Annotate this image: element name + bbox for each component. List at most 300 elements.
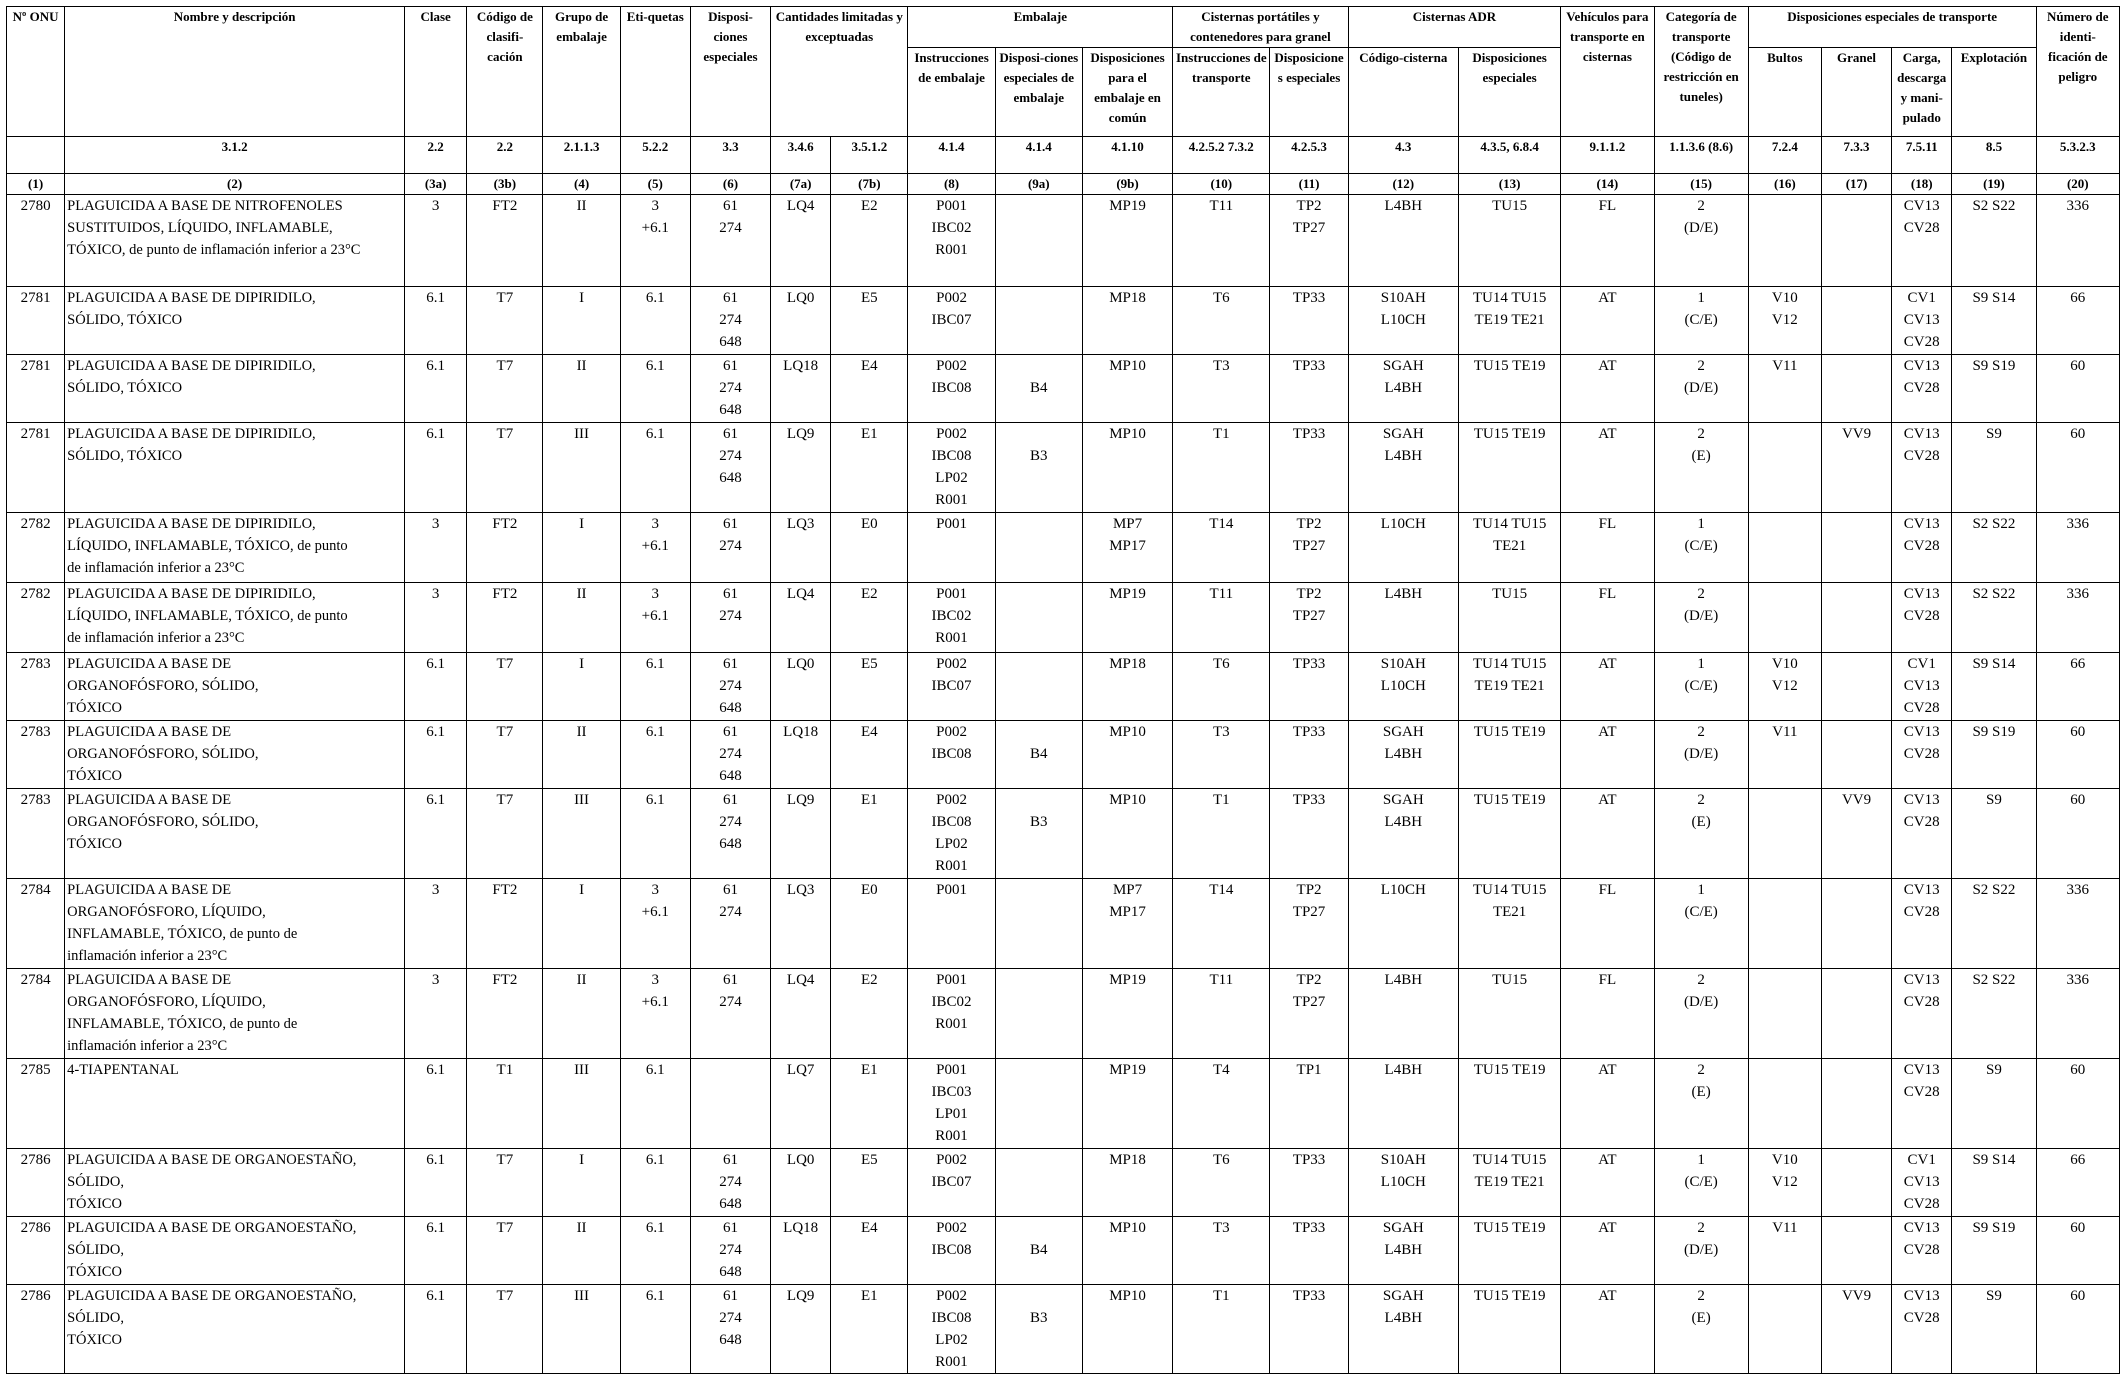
operation-cell: S9 <box>1952 423 2036 513</box>
name-cell-line: SÓLIDO, <box>67 1310 124 1326</box>
header-packing-group: Grupo de embalaje <box>543 7 620 137</box>
transport-category-cell-line: 2 <box>1697 724 1705 740</box>
adr-tank-special-cell <box>1458 1149 1560 1217</box>
packing-group-cell: III <box>543 1285 620 1374</box>
tank-special-cell-line: TP2 <box>1296 586 1322 602</box>
packages-cell <box>1748 653 1821 721</box>
packing-special-cell <box>995 287 1082 355</box>
special-provisions-cell-line: 61 <box>722 516 738 532</box>
tank-code-cell <box>1348 195 1458 287</box>
transport-category-cell <box>1654 583 1748 653</box>
packing-special-cell-line <box>998 1217 1080 1239</box>
operation-cell: S9 S14 <box>1952 287 2036 355</box>
tank-instr-cell <box>1173 1217 1270 1285</box>
tank-code-cell <box>1348 287 1458 355</box>
transport-category-cell <box>1654 789 1748 879</box>
adr-tank-special-cell-line: TU15 <box>1492 972 1528 988</box>
limited-qty-cell: LQ0 <box>771 287 831 355</box>
tank-special-cell <box>1270 969 1348 1059</box>
tank-code-cell-line: L10CH <box>1380 678 1426 694</box>
tank-special-cell-line: TP33 <box>1292 290 1326 306</box>
bulk-cell <box>1821 1059 1891 1149</box>
packing-instr-cell <box>908 1217 995 1285</box>
vehicle-cell: AT <box>1561 287 1654 355</box>
tank-code-cell <box>1348 721 1458 789</box>
special-provisions-cell <box>690 1217 770 1285</box>
limited-qty-cell: LQ4 <box>771 195 831 287</box>
tank-instr-cell <box>1173 721 1270 789</box>
loading-cell-line: CV28 <box>1903 1196 1940 1212</box>
tank-instr-cell <box>1173 513 1270 583</box>
hazard-id-cell: 66 <box>2036 1149 2119 1217</box>
name-cell <box>65 1285 405 1374</box>
section-ref-22: 5.3.2.3 <box>2036 137 2119 174</box>
labels-cell-line: 6.1 <box>645 1220 665 1236</box>
tank-instr-cell-line: T3 <box>1212 1220 1230 1236</box>
loading-cell-line: CV13 <box>1903 1220 1940 1236</box>
packing-group-cell: III <box>543 789 620 879</box>
loading-cell <box>1892 1217 1952 1285</box>
tank-code-cell-line: SGAH <box>1382 426 1424 442</box>
un-cell: 2786 <box>7 1285 65 1374</box>
packing-group-cell: II <box>543 721 620 789</box>
transport-category-cell-line: (C/E) <box>1684 312 1718 328</box>
packing-instr-cell-line: P001 <box>936 198 967 214</box>
packing-instr-cell-line: P001 <box>936 516 967 532</box>
operation-cell: S2 S22 <box>1952 583 2036 653</box>
transport-category-cell-line: 2 <box>1697 792 1705 808</box>
adr-tank-special-cell <box>1458 721 1560 789</box>
special-provisions-cell <box>690 1285 770 1374</box>
tank-special-cell-line: TP1 <box>1296 1062 1322 1078</box>
limited-qty-cell: LQ4 <box>771 583 831 653</box>
tank-code-cell-line: L4BH <box>1384 814 1423 830</box>
adr-tank-special-cell <box>1458 513 1560 583</box>
packing-special-cell <box>995 423 1082 513</box>
operation-cell: S9 <box>1952 1285 2036 1374</box>
packing-special-cell <box>995 513 1082 583</box>
adr-tank-special-cell <box>1458 355 1560 423</box>
adr-tank-special-cell <box>1458 969 1560 1059</box>
mixed-packing-cell <box>1082 355 1172 423</box>
packing-instr-cell-line: IBC07 <box>931 1174 972 1190</box>
loading-cell <box>1892 583 1952 653</box>
limited-qty-cell: LQ18 <box>771 355 831 423</box>
tank-special-cell-line: TP27 <box>1292 538 1326 554</box>
section-ref-10: 4.1.4 <box>995 137 1082 174</box>
special-provisions-cell <box>690 879 770 969</box>
un-cell: 2782 <box>7 583 65 653</box>
column-number-11: (9b) <box>1082 174 1172 195</box>
packing-instr-cell-line: LP02 <box>935 836 968 852</box>
header-tank-instructions: Instrucciones de transporte <box>1173 48 1270 137</box>
table-row <box>7 1285 2120 1374</box>
packing-group-cell: I <box>543 879 620 969</box>
loading-cell <box>1892 1149 1952 1217</box>
labels-cell <box>620 513 690 583</box>
code-cell: T7 <box>467 789 543 879</box>
excepted-qty-cell: E5 <box>831 287 908 355</box>
tank-code-cell-line: L10CH <box>1380 516 1426 532</box>
class-cell: 6.1 <box>405 287 467 355</box>
section-ref-21: 8.5 <box>1952 137 2036 174</box>
section-ref-15: 4.3.5, 6.8.4 <box>1458 137 1560 174</box>
tank-code-cell-line: SGAH <box>1382 1220 1424 1236</box>
name-cell-line: TÓXICO <box>67 1264 122 1280</box>
loading-cell-line: CV1 <box>1907 290 1936 306</box>
tank-instr-cell <box>1173 195 1270 287</box>
tank-code-cell-line: L10CH <box>1380 312 1426 328</box>
packages-cell <box>1748 721 1821 789</box>
tank-code-cell-line: L4BH <box>1384 586 1423 602</box>
loading-cell-line: CV13 <box>1903 724 1940 740</box>
labels-cell <box>620 653 690 721</box>
packing-special-cell-line: B3 <box>1030 448 1048 464</box>
name-cell-line: TÓXICO <box>67 1332 122 1348</box>
adr-tank-special-cell <box>1458 1059 1560 1149</box>
loading-cell-line: CV13 <box>1903 882 1940 898</box>
adr-tank-special-cell-line: TU14 TU15 <box>1472 656 1547 672</box>
special-provisions-cell-line: 648 <box>719 1332 742 1348</box>
special-provisions-cell-line: 274 <box>719 678 742 694</box>
tank-special-cell-line: TP2 <box>1296 882 1322 898</box>
tank-code-cell-line: L10CH <box>1380 1174 1426 1190</box>
excepted-qty-cell: E2 <box>831 969 908 1059</box>
special-provisions-cell-line: 61 <box>722 198 738 214</box>
section-ref-3: 2.2 <box>467 137 543 174</box>
code-cell: T7 <box>467 355 543 423</box>
mixed-packing-cell-line: MP7 <box>1112 882 1143 898</box>
packing-special-cell <box>995 1059 1082 1149</box>
excepted-qty-cell: E1 <box>831 423 908 513</box>
section-ref-0 <box>7 137 65 174</box>
name-cell-line: TÓXICO <box>67 1196 122 1212</box>
tank-instr-cell <box>1173 287 1270 355</box>
labels-cell-line: 6.1 <box>645 358 665 374</box>
name-cell-line: PLAGUICIDA A BASE DE DIPIRIDILO, <box>67 290 316 306</box>
loading-cell-line: CV13 <box>1903 1288 1940 1304</box>
adr-tank-special-cell-line: TU15 <box>1492 586 1528 602</box>
labels-cell <box>620 789 690 879</box>
section-ref-18: 7.2.4 <box>1748 137 1821 174</box>
column-number-6: (6) <box>690 174 770 195</box>
excepted-qty-cell: E0 <box>831 879 908 969</box>
column-number-0: (1) <box>7 174 65 195</box>
class-cell: 3 <box>405 583 467 653</box>
packages-cell <box>1748 583 1821 653</box>
transport-category-cell-line: (C/E) <box>1684 904 1718 920</box>
transport-category-cell-line: 1 <box>1697 1152 1705 1168</box>
labels-cell <box>620 423 690 513</box>
name-cell <box>65 879 405 969</box>
un-cell: 2781 <box>7 287 65 355</box>
transport-category-cell <box>1654 879 1748 969</box>
special-provisions-cell-line: 61 <box>722 586 738 602</box>
adr-tank-special-cell-line: TU14 TU15 <box>1472 882 1547 898</box>
transport-category-cell-line: (C/E) <box>1684 1174 1718 1190</box>
transport-category-cell-line: 2 <box>1697 1062 1705 1078</box>
packing-instr-cell-line: P002 <box>936 656 967 672</box>
loading-cell-line: CV28 <box>1903 220 1940 236</box>
packing-special-cell <box>995 879 1082 969</box>
code-cell: FT2 <box>467 195 543 287</box>
loading-cell-line: CV28 <box>1903 538 1940 554</box>
transport-category-cell-line: 2 <box>1697 426 1705 442</box>
packing-instr-cell-line: P002 <box>936 1288 967 1304</box>
header-tank-code: Código-cisterna <box>1348 48 1458 137</box>
special-provisions-cell-line: 61 <box>722 724 738 740</box>
name-cell-line: ORGANOFÓSFORO, SÓLIDO, <box>67 814 259 830</box>
header-transport-category: Categoría de transporte (Código de restricción en tuneles) <box>1654 7 1748 137</box>
section-ref-11: 4.1.10 <box>1082 137 1172 174</box>
vehicle-cell: FL <box>1561 513 1654 583</box>
name-cell-line: PLAGUICIDA A BASE DE ORGANOESTAÑO, <box>67 1288 357 1304</box>
limited-qty-cell: LQ3 <box>771 513 831 583</box>
excepted-qty-cell: E5 <box>831 1149 908 1217</box>
special-provisions-cell-line: 648 <box>719 768 742 784</box>
hazard-id-cell: 60 <box>2036 1285 2119 1374</box>
name-cell-line: PLAGUICIDA A BASE DE ORGANOESTAÑO, <box>67 1220 357 1236</box>
loading-cell <box>1892 1059 1952 1149</box>
class-cell: 3 <box>405 879 467 969</box>
tank-special-cell <box>1270 879 1348 969</box>
special-provisions-cell-line: 648 <box>719 402 742 418</box>
name-cell-line: SÓLIDO, <box>67 1174 124 1190</box>
special-provisions-cell-line: 61 <box>722 1288 738 1304</box>
bulk-cell <box>1821 1285 1891 1374</box>
loading-cell-line: CV28 <box>1903 334 1940 350</box>
transport-category-cell <box>1654 969 1748 1059</box>
mixed-packing-cell-line: MP10 <box>1109 358 1146 374</box>
labels-cell <box>620 1149 690 1217</box>
special-provisions-cell-line: 61 <box>722 1220 738 1236</box>
packing-group-cell: III <box>543 423 620 513</box>
packing-special-cell-line <box>998 423 1080 445</box>
name-cell-line: SÓLIDO, <box>67 1242 124 1258</box>
name-cell <box>65 653 405 721</box>
vehicle-cell: AT <box>1561 1149 1654 1217</box>
class-cell: 6.1 <box>405 355 467 423</box>
special-provisions-cell-line: 61 <box>722 882 738 898</box>
tank-instr-cell-line: T3 <box>1212 724 1230 740</box>
name-cell-line: inflamación inferior a 23°C <box>67 1038 228 1054</box>
transport-category-cell-line: 1 <box>1697 882 1705 898</box>
code-cell: T7 <box>467 1149 543 1217</box>
code-cell: T7 <box>467 423 543 513</box>
adr-tank-special-cell-line: TE19 TE21 <box>1474 312 1545 328</box>
vehicle-cell: AT <box>1561 355 1654 423</box>
code-cell: T7 <box>467 1217 543 1285</box>
packing-special-cell <box>995 1285 1082 1374</box>
tank-instr-cell <box>1173 789 1270 879</box>
loading-cell-line: CV13 <box>1903 198 1940 214</box>
transport-category-cell-line: (D/E) <box>1684 1242 1719 1258</box>
table-row <box>7 195 2120 287</box>
special-provisions-cell <box>690 583 770 653</box>
name-cell-line: TÓXICO, de punto de inflamación inferior a 23°C <box>67 242 361 258</box>
adr-tank-special-cell-line: TU15 TE19 <box>1473 724 1546 740</box>
tank-code-cell-line: SGAH <box>1382 1288 1424 1304</box>
transport-category-cell-line: (D/E) <box>1684 380 1719 396</box>
adr-tank-special-cell-line: TU15 TE19 <box>1473 1220 1546 1236</box>
limited-qty-cell: LQ7 <box>771 1059 831 1149</box>
labels-cell <box>620 879 690 969</box>
packing-instr-cell <box>908 287 995 355</box>
column-number-3: (3b) <box>467 174 543 195</box>
vehicle-cell: AT <box>1561 1285 1654 1374</box>
packages-cell <box>1748 789 1821 879</box>
name-cell-line: ORGANOFÓSFORO, LÍQUIDO, <box>67 904 266 920</box>
un-cell: 2786 <box>7 1149 65 1217</box>
mixed-packing-cell-line: MP18 <box>1109 1152 1146 1168</box>
name-cell-line: PLAGUICIDA A BASE DE ORGANOESTAÑO, <box>67 1152 357 1168</box>
packing-special-cell-line <box>998 355 1080 377</box>
header-special-transport: Disposiciones especiales de transporte <box>1748 7 2036 48</box>
mixed-packing-cell-line: MP10 <box>1109 1288 1146 1304</box>
packages-cell-line: V11 <box>1772 724 1798 740</box>
section-ref-5: 5.2.2 <box>620 137 690 174</box>
tank-instr-cell-line: T6 <box>1212 1152 1230 1168</box>
class-cell: 3 <box>405 969 467 1059</box>
packing-special-cell-line: B4 <box>1030 1242 1048 1258</box>
header-limited-quantities: Cantidades limitadas y exceptuadas <box>771 7 908 137</box>
packages-cell-line: V10 <box>1771 656 1798 672</box>
column-number-20: (18) <box>1892 174 1952 195</box>
table-row <box>7 789 2120 879</box>
packing-instr-cell-line: IBC08 <box>931 746 972 762</box>
column-number-13: (11) <box>1270 174 1348 195</box>
special-provisions-cell-line: 61 <box>722 792 738 808</box>
mixed-packing-cell-line: MP17 <box>1109 904 1146 920</box>
name-cell-line: LÍQUIDO, INFLAMABLE, TÓXICO, de punto <box>67 608 348 624</box>
tank-code-cell-line: L4BH <box>1384 746 1423 762</box>
packages-cell-line: V11 <box>1772 358 1798 374</box>
tank-special-cell-line: TP2 <box>1296 198 1322 214</box>
special-provisions-cell-line: 274 <box>719 448 742 464</box>
loading-cell <box>1892 287 1952 355</box>
labels-cell-line: 6.1 <box>645 1062 665 1078</box>
excepted-qty-cell: E4 <box>831 1217 908 1285</box>
packing-instr-cell <box>908 355 995 423</box>
transport-category-cell-line: (E) <box>1691 1084 1711 1100</box>
header-tank-special: Disposicione s especiales <box>1270 48 1348 137</box>
tank-instr-cell-line: T11 <box>1209 586 1234 602</box>
column-number-10: (9a) <box>995 174 1082 195</box>
special-provisions-cell-line: 274 <box>719 1174 742 1190</box>
section-ref-17: 1.1.3.6 (8.6) <box>1654 137 1748 174</box>
header-classification-code: Código de clasifi-cación <box>467 7 543 137</box>
special-provisions-cell <box>690 513 770 583</box>
tank-code-cell <box>1348 423 1458 513</box>
special-provisions-cell-line: 648 <box>719 334 742 350</box>
tank-code-cell <box>1348 583 1458 653</box>
packages-cell <box>1748 513 1821 583</box>
packing-instr-cell-line: IBC02 <box>931 608 972 624</box>
packing-instr-cell-line: IBC07 <box>931 312 972 328</box>
labels-cell-line: +6.1 <box>641 994 669 1010</box>
un-cell: 2786 <box>7 1217 65 1285</box>
mixed-packing-cell-line: MP18 <box>1109 290 1146 306</box>
mixed-packing-cell <box>1082 1059 1172 1149</box>
code-cell: FT2 <box>467 969 543 1059</box>
name-cell-line: ORGANOFÓSFORO, SÓLIDO, <box>67 678 259 694</box>
column-number-16: (14) <box>1561 174 1654 195</box>
loading-cell-line: CV28 <box>1903 380 1940 396</box>
loading-cell-line: CV28 <box>1903 1310 1940 1326</box>
table-row <box>7 1059 2120 1149</box>
loading-cell <box>1892 789 1952 879</box>
transport-category-cell <box>1654 653 1748 721</box>
transport-category-cell <box>1654 513 1748 583</box>
column-number-18: (16) <box>1748 174 1821 195</box>
hazard-id-cell: 60 <box>2036 355 2119 423</box>
limited-qty-cell: LQ9 <box>771 423 831 513</box>
tank-code-cell-line: SGAH <box>1382 792 1424 808</box>
tank-code-cell-line: L4BH <box>1384 448 1423 464</box>
hazard-id-cell: 66 <box>2036 287 2119 355</box>
operation-cell: S9 S14 <box>1952 1149 2036 1217</box>
loading-cell <box>1892 721 1952 789</box>
header-special-provisions: Disposi-ciones especiales <box>690 7 770 137</box>
tank-code-cell-line: L4BH <box>1384 1242 1423 1258</box>
tank-code-cell-line: S10AH <box>1380 656 1426 672</box>
packing-group-cell: III <box>543 1059 620 1149</box>
mixed-packing-cell <box>1082 1285 1172 1374</box>
mixed-packing-cell <box>1082 653 1172 721</box>
column-number-7: (7a) <box>771 174 831 195</box>
dangerous-goods-table <box>6 6 2120 1374</box>
mixed-packing-cell <box>1082 513 1172 583</box>
vehicle-cell: AT <box>1561 721 1654 789</box>
bulk-cell-line: VV9 <box>1841 1288 1872 1304</box>
bulk-cell <box>1821 1217 1891 1285</box>
tank-instr-cell <box>1173 355 1270 423</box>
bulk-cell <box>1821 789 1891 879</box>
mixed-packing-cell <box>1082 195 1172 287</box>
tank-code-cell-line: L4BH <box>1384 1062 1423 1078</box>
loading-cell <box>1892 423 1952 513</box>
labels-cell-line: +6.1 <box>641 538 669 554</box>
loading-cell-line: CV13 <box>1903 792 1940 808</box>
class-cell: 3 <box>405 195 467 287</box>
table-row <box>7 423 2120 513</box>
labels-cell-line: 3 <box>651 198 660 214</box>
column-number-12: (10) <box>1173 174 1270 195</box>
section-ref-6: 3.3 <box>690 137 770 174</box>
adr-tank-special-cell <box>1458 789 1560 879</box>
tank-code-cell <box>1348 1059 1458 1149</box>
section-ref-19: 7.3.3 <box>1821 137 1891 174</box>
excepted-qty-cell: E2 <box>831 195 908 287</box>
class-cell: 6.1 <box>405 721 467 789</box>
special-provisions-cell-line: 61 <box>722 972 738 988</box>
tank-instr-cell-line: T1 <box>1212 792 1230 808</box>
packing-group-cell: II <box>543 1217 620 1285</box>
tank-code-cell <box>1348 1217 1458 1285</box>
special-provisions-cell <box>690 1059 770 1149</box>
name-cell-line: SÓLIDO, TÓXICO <box>67 312 183 328</box>
packing-instr-cell-line: IBC02 <box>931 994 972 1010</box>
hazard-id-cell: 60 <box>2036 721 2119 789</box>
special-provisions-cell-line: 274 <box>719 746 742 762</box>
special-provisions-cell-line: 61 <box>722 426 738 442</box>
class-cell: 6.1 <box>405 423 467 513</box>
name-cell-line: PLAGUICIDA A BASE DE <box>67 882 232 898</box>
section-ref-8: 3.5.1.2 <box>831 137 908 174</box>
mixed-packing-cell <box>1082 583 1172 653</box>
tank-instr-cell <box>1173 879 1270 969</box>
transport-category-cell-line: (C/E) <box>1684 678 1718 694</box>
